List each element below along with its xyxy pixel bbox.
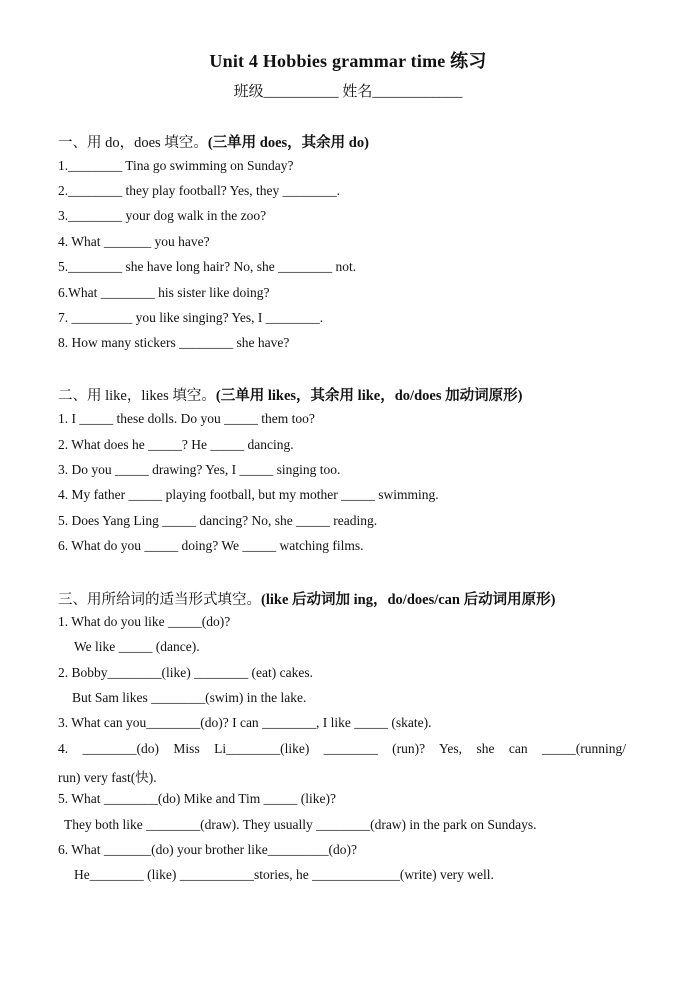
section3-heading-bold: (like 后动词加 ing，do/does/can 后动词用原形) xyxy=(261,592,556,608)
section1-heading-plain: 一、用 do，does 填空。 xyxy=(58,135,208,151)
s3-question-6: 6. What _______(do) your brother like_________(do)? xyxy=(58,842,357,857)
s3-question-5: 5. What ________(do) Mike and Tim _____ (like)? xyxy=(58,791,336,806)
s3-question-1: 1. What do you like _____(do)? xyxy=(58,614,231,629)
section2-heading xyxy=(58,384,522,405)
section1-heading xyxy=(58,131,369,152)
s2-question-4: 4. My father _____ playing football, but my mother _____ swimming. xyxy=(58,487,439,502)
s3-question-6-continued: He________ (like) ___________stories, he _____________(write) very well. xyxy=(74,867,494,882)
s2-question-6: 6. What do you _____ doing? We _____ watching films. xyxy=(58,538,364,553)
s1-question-3: 3.________ your dog walk in the zoo? xyxy=(58,208,267,223)
s2-question-5: 5. Does Yang Ling _____ dancing? No, she _____ reading. xyxy=(58,513,378,528)
s1-question-5: 5.________ she have long hair? No, she ________ not. xyxy=(58,259,357,274)
s1-question-6: 6.What ________ his sister like doing? xyxy=(58,285,270,300)
s3-question-3: 3. What can you________(do)? I can ________, I like _____ (skate). xyxy=(58,715,432,730)
s3-question-4-continued: run) very fast(快). xyxy=(58,770,157,785)
s1-question-7: 7. _________ you like singing? Yes, I ________. xyxy=(58,310,324,325)
s1-question-1: 1.________ Tina go swimming on Sunday? xyxy=(58,158,294,173)
section1-heading-bold: (三单用 does，其余用 do) xyxy=(207,135,369,151)
s1-question-8: 8. How many stickers ________ she have? xyxy=(58,335,290,350)
class-name-fields: 班级__________ 姓名____________ xyxy=(233,84,463,100)
section2-heading-plain: 二、用 like，likes 填空。 xyxy=(58,388,216,404)
s3-question-2: 2. Bobby________(like) ________ (eat) cakes. xyxy=(58,665,313,680)
s2-question-2: 2. What does he _____? He _____ dancing. xyxy=(58,437,294,452)
s2-question-1: 1. I _____ these dolls. Do you _____ them too? xyxy=(58,411,315,426)
section3-heading-plain: 三、用所给词的适当形式填空。 xyxy=(58,592,261,608)
s2-question-3: 3. Do you _____ drawing? Yes, I _____ singing too. xyxy=(58,462,341,477)
s1-question-4: 4. What _______ you have? xyxy=(58,234,210,249)
s3-question-1-continued: We like _____ (dance). xyxy=(74,639,200,654)
s3-question-5-continued: They both like ________(draw). They usually ________(draw) in the park on Sundays. xyxy=(64,817,537,832)
section2-heading-bold: (三单用 likes，其余用 like，do/does 加动词原形) xyxy=(215,388,523,404)
s1-question-2: 2.________ they play football? Yes, they ________. xyxy=(58,183,340,198)
s3-question-2-continued: But Sam likes ________(swim) in the lake. xyxy=(72,690,307,705)
s3-question-4: 4. ________(do) Miss Li________(like) ________ (run)? Yes, she can _____(running/ xyxy=(58,741,626,756)
page-title: Unit 4 Hobbies grammar time 练习 xyxy=(209,51,487,71)
section3-heading xyxy=(58,588,555,609)
